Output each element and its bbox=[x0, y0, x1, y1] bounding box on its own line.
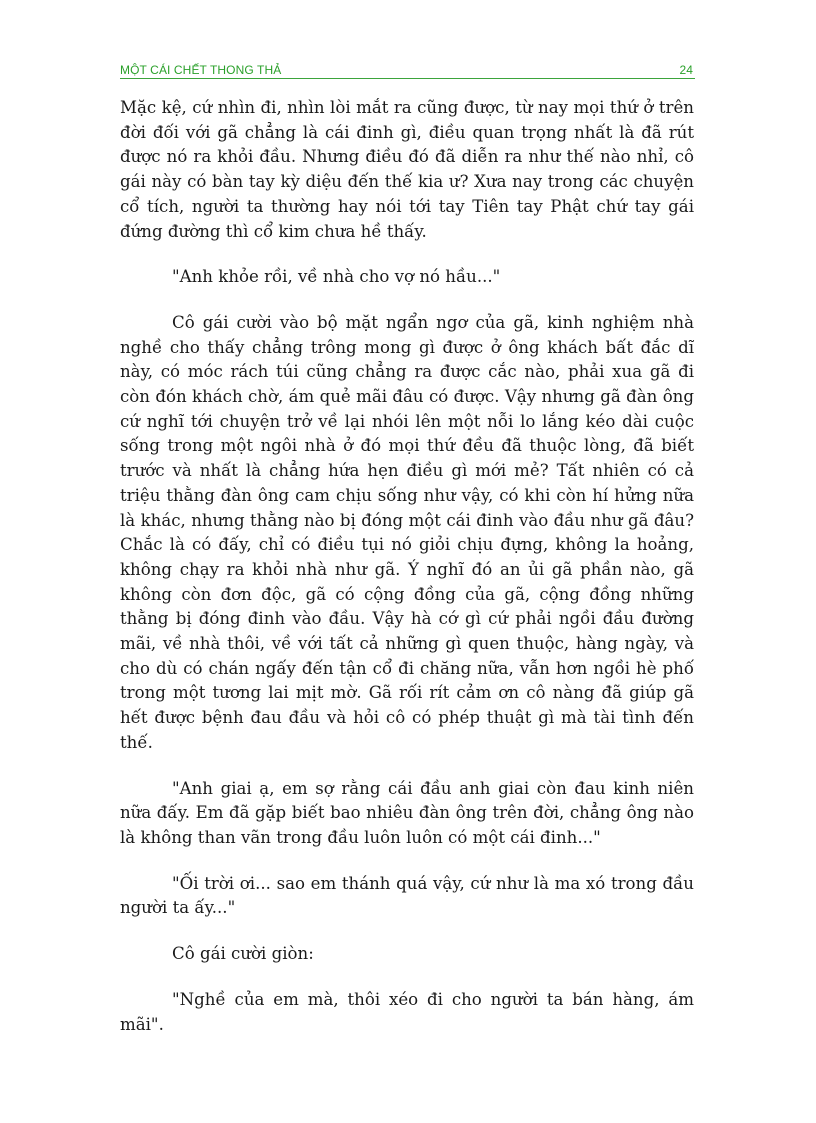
paragraph: "Ối trời ơi... sao em thánh quá vậy, cứ như là ma xó trong đầu người ta ấy..." bbox=[120, 873, 694, 918]
body-text bbox=[120, 96, 694, 1058]
book-title: MỘT CÁI CHẾT THONG THẢ bbox=[120, 63, 282, 77]
paragraph: "Anh giai ạ, em sợ rằng cái đầu anh giai còn đau kinh niên nữa đấy. Em đã gặp biết bao nhiêu đàn ông trên đời, chẳng ông nào là không than vãn trong đầu luôn luôn có một cái đinh..." bbox=[120, 778, 694, 847]
paragraph: "Anh khỏe rồi, về nhà cho vợ nó hầu..." bbox=[172, 267, 501, 287]
page-number: 24 bbox=[679, 63, 693, 77]
paragraph: Cô gái cười giòn: bbox=[172, 944, 314, 964]
paragraph: Mặc kệ, cứ nhìn đi, nhìn lòi mắt ra cũng được, từ nay mọi thứ ở trên đời đối với gã chẳng là cái đinh gì, điều quan trọng nhất là đã rút được nó ra khỏi đầu. Nhưng điều đó đã diễn ra như thế nào nhỉ, cô gái này có bàn tay kỳ diệu đến thế kia ư? Xưa nay trong các chuyện cổ tích, người ta thường hay nói tới tay Tiên tay Phật chứ tay gái đứng đường thì cổ kim chưa hề thấy. bbox=[120, 98, 694, 241]
running-header bbox=[120, 62, 695, 79]
paragraph: Cô gái cười vào bộ mặt ngẩn ngơ của gã, kinh nghiệm nhà nghề cho thấy chẳng trông mong gì được ở ông khách bất đắc dĩ này, có móc rách túi cũng chẳng ra được cắc nào, phải xua gã đi còn đón khách chờ, ám quẻ mãi đâu có được. Vậy nhưng gã đàn ông cứ nghĩ tới chuyện trở về lại nhói lên một nỗi lo lắng kéo dài cuộc sống trong một ngôi nhà ở đó mọi thứ đều đã thuộc lòng, đã biết trước và nhất là chẳng hứa hẹn điều gì mới mẻ? Tất nhiên có cả triệu thằng đàn ông cam chịu sống như vậy, có khi còn hí hửng nữa là khác, nhưng thằng nào bị đóng một cái đinh vào đầu như gã đâu? Chắc là có đấy, chỉ có điều tụi nó giỏi chịu đựng, không la hoảng, không chạy ra khỏi nhà như gã. Ý nghĩ đó an ủi gã phần nào, gã không còn đơn độc, gã có cộng đồng của gã, cộng đồng những thằng bị đóng đinh vào đầu. Vậy hà cớ gì cứ phải ngồi đầu đường mãi, về nhà thôi, về với tất cả những gì quen thuộc, hàng ngày, và cho dù có chán ngấy đến tận cổ đi chăng nữa, vẫn hơn ngồi hè phố trong một tương lai mịt mờ. Gã rối rít cảm ơn cô nàng đã giúp gã hết được bệnh đau đầu và hỏi cô có phép thuật gì mà tài tình đến thế. bbox=[120, 312, 694, 752]
paragraph: "Nghề của em mà, thôi xéo đi cho người ta bán hàng, ám mãi". bbox=[120, 989, 694, 1034]
